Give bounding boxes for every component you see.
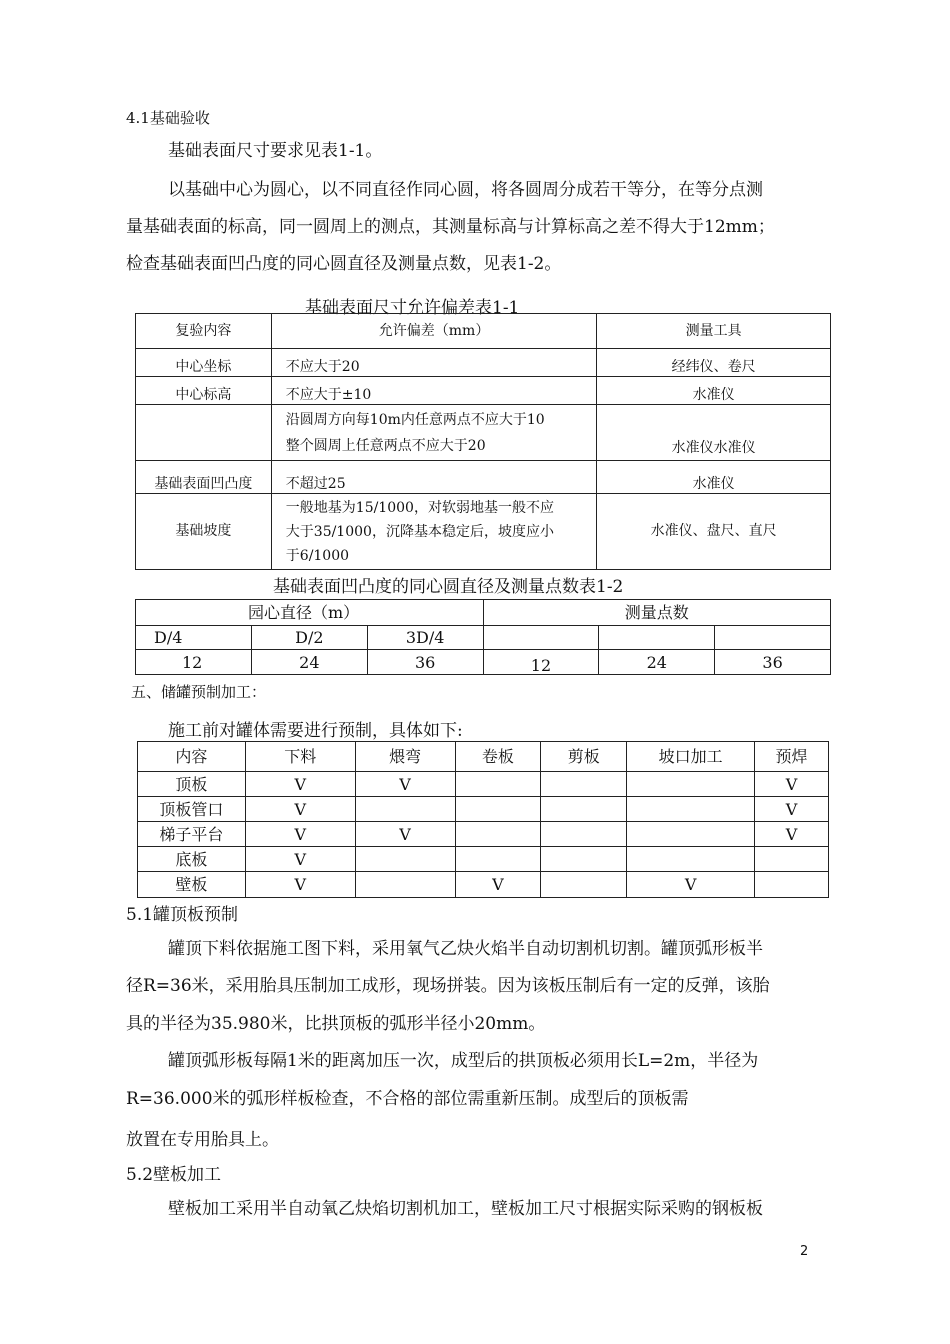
table1-cell-deviation: 不应大于20 <box>271 349 597 377</box>
table1-cell-deviation <box>271 494 597 570</box>
table1-cell-deviation-line: 沿圆周方向每10m内任意两点不应大于10 <box>285 411 545 428</box>
table1-cell-deviation-line: 整个圆周上任意两点不应大于20 <box>285 437 486 454</box>
table2-caption: 基础表面凹凸度的同心圆直径及测量点数表1-2 <box>273 577 624 597</box>
table3-cell: 梯子平台 <box>138 822 246 847</box>
section-5-heading: 五、储罐预制加工： <box>131 683 267 701</box>
table2-header-points: 测量点数 <box>483 600 830 626</box>
section-5-1-p1-line1: 罐顶下料依据施工图下料，采用氧气乙炔火焰半自动切割机切割。罐顶弧形板半 <box>168 939 763 959</box>
table-row <box>136 405 831 461</box>
table2-sub-empty <box>483 626 599 650</box>
table3-cell <box>455 822 541 847</box>
table1-caption: 基础表面尺寸允许偏差表1-1 <box>305 298 520 318</box>
table3-cell <box>541 772 627 797</box>
section-5-1-p2-line2: R=36.000米的弧形样板检查，不合格的部位需重新压制。成型后的顶板需 <box>126 1089 689 1109</box>
table1-cell-tool: 水准仪 <box>597 461 831 494</box>
table1-cell-deviation: 不应大于±10 <box>271 377 597 405</box>
table3-cell <box>455 797 541 822</box>
table-row <box>136 626 831 650</box>
table3-cell: V <box>755 772 829 797</box>
table3-header-content: 内容 <box>138 742 246 772</box>
section-5-2-p1-line1: 壁板加工采用半自动氧乙炔焰切割机加工，壁板加工尺寸根据实际采购的钢板板 <box>168 1199 763 1219</box>
table3-header-rolling: 卷板 <box>455 742 541 772</box>
table3-cell <box>627 847 755 872</box>
section-4-1-para2-line2: 量基础表面的标高，同一圆周上的测点，其测量标高与计算标高之差不得大于12mm； <box>126 217 775 237</box>
table2-sub-d4: D/4 <box>136 626 252 650</box>
page-number: 2 <box>800 1244 809 1259</box>
table3-cell <box>455 772 541 797</box>
table1-cell-deviation-line: 一般地基为15/1000，对软弱地基一般不应 <box>285 499 554 516</box>
table2-sub-empty <box>599 626 715 650</box>
section-5-2-heading: 5.2壁板加工 <box>126 1165 222 1185</box>
table2-sub-d2: D/2 <box>251 626 367 650</box>
table-row <box>136 377 831 405</box>
section-5-1-p1-line2: 径R=36米，采用胎具压制加工成形，现场拼装。因为该板压制后有一定的反弹，该胎 <box>126 976 770 996</box>
table3-header-shearing: 剪板 <box>541 742 627 772</box>
table-row <box>136 349 831 377</box>
table2-value: 12 <box>483 650 599 675</box>
table3-cell: 顶板 <box>138 772 246 797</box>
table1-header-deviation: 允许偏差（mm） <box>271 314 597 349</box>
table1-cell-tool: 水准仪 <box>597 377 831 405</box>
table3-cell: V <box>245 872 355 898</box>
section-5-1-p2-line1: 罐顶弧形板每隔1米的距离加压一次，成型后的拱顶板必须用长L=2m，半径为 <box>168 1051 759 1071</box>
table2-value: 12 <box>136 650 252 675</box>
table3-cell <box>541 872 627 898</box>
table1-cell-item: 基础坡度 <box>136 494 272 570</box>
table2-value: 36 <box>367 650 483 675</box>
table3-header-bending: 煨弯 <box>355 742 455 772</box>
table1 <box>135 313 831 570</box>
table3-cell: 壁板 <box>138 872 246 898</box>
table3-cell: 底板 <box>138 847 246 872</box>
table2-header-row <box>136 600 831 626</box>
table-row <box>136 650 831 675</box>
table1-header-tool: 测量工具 <box>597 314 831 349</box>
table-row <box>136 494 831 570</box>
table1-cell-deviation: 不超过25 <box>271 461 597 494</box>
table3-cell <box>755 847 829 872</box>
table3-cell <box>355 797 455 822</box>
table2 <box>135 599 831 675</box>
table3-cell <box>627 797 755 822</box>
table2-value: 36 <box>715 650 831 675</box>
table3-header-row <box>138 742 829 772</box>
section-5-intro: 施工前对罐体需要进行预制，具体如下: <box>168 721 463 741</box>
table1-cell-tool: 水准仪水准仪 <box>597 405 831 461</box>
table3-cell: 顶板管口 <box>138 797 246 822</box>
table1-cell-deviation-line: 大于35/1000，沉降基本稳定后，坡度应小 <box>285 523 554 540</box>
table1-header-item: 复验内容 <box>136 314 272 349</box>
table3-cell: V <box>755 797 829 822</box>
section-5-1-p1-line3: 具的半径为35.980米，比拱顶板的弧形半径小20mm。 <box>126 1014 546 1034</box>
section-5-1-p2-line3: 放置在专用胎具上。 <box>126 1130 279 1150</box>
table1-cell-item: 中心坐标 <box>136 349 272 377</box>
table3-cell <box>627 772 755 797</box>
table3-cell <box>355 847 455 872</box>
table1-cell-deviation <box>271 405 597 461</box>
table3-header-cutting: 下料 <box>245 742 355 772</box>
table3-cell: V <box>245 847 355 872</box>
table3-cell: V <box>245 772 355 797</box>
section-4-1-para2-line1: 以基础中心为圆心，以不同直径作同心圆，将各圆周分成若干等分，在等分点测 <box>168 180 763 200</box>
table3-cell <box>627 822 755 847</box>
table1-cell-item <box>136 405 272 461</box>
table1-cell-item: 中心标高 <box>136 377 272 405</box>
table1-header-row <box>136 314 831 349</box>
table-row <box>136 461 831 494</box>
table3 <box>137 741 829 898</box>
table-row <box>138 872 829 898</box>
section-4-1-line1: 基础表面尺寸要求见表1-1。 <box>168 141 383 161</box>
table-row <box>138 772 829 797</box>
table1-cell-tool: 经纬仪、卷尺 <box>597 349 831 377</box>
section-4-1-heading: 4.1基础验收 <box>126 109 210 127</box>
table2-value: 24 <box>251 650 367 675</box>
section-4-1-para2-line3: 检查基础表面凹凸度的同心圆直径及测量点数，见表1-2。 <box>126 254 562 274</box>
table2-header-diameter: 园心直径（m） <box>136 600 484 626</box>
table3-cell: V <box>755 822 829 847</box>
table3-cell <box>541 797 627 822</box>
table3-cell <box>541 822 627 847</box>
section-5-1-heading: 5.1罐顶板预制 <box>126 905 239 925</box>
table1-cell-deviation-line: 于6/1000 <box>285 547 350 564</box>
table-row <box>138 847 829 872</box>
table2-value: 24 <box>599 650 715 675</box>
table3-cell: V <box>245 822 355 847</box>
table2-sub-3d4: 3D/4 <box>367 626 483 650</box>
table3-cell: V <box>245 797 355 822</box>
table3-cell: V <box>355 772 455 797</box>
table2-sub-empty <box>715 626 831 650</box>
table3-cell: V <box>455 872 541 898</box>
table1-cell-item: 基础表面凹凸度 <box>136 461 272 494</box>
table3-header-bevel: 坡口加工 <box>627 742 755 772</box>
table3-cell <box>541 847 627 872</box>
table-row <box>138 822 829 847</box>
table3-cell <box>455 847 541 872</box>
table3-cell <box>355 872 455 898</box>
table3-cell: V <box>355 822 455 847</box>
table-row <box>138 797 829 822</box>
table3-cell: V <box>627 872 755 898</box>
table3-header-prewelding: 预焊 <box>755 742 829 772</box>
table3-cell <box>755 872 829 898</box>
table1-cell-tool: 水准仪、盘尺、直尺 <box>597 494 831 570</box>
